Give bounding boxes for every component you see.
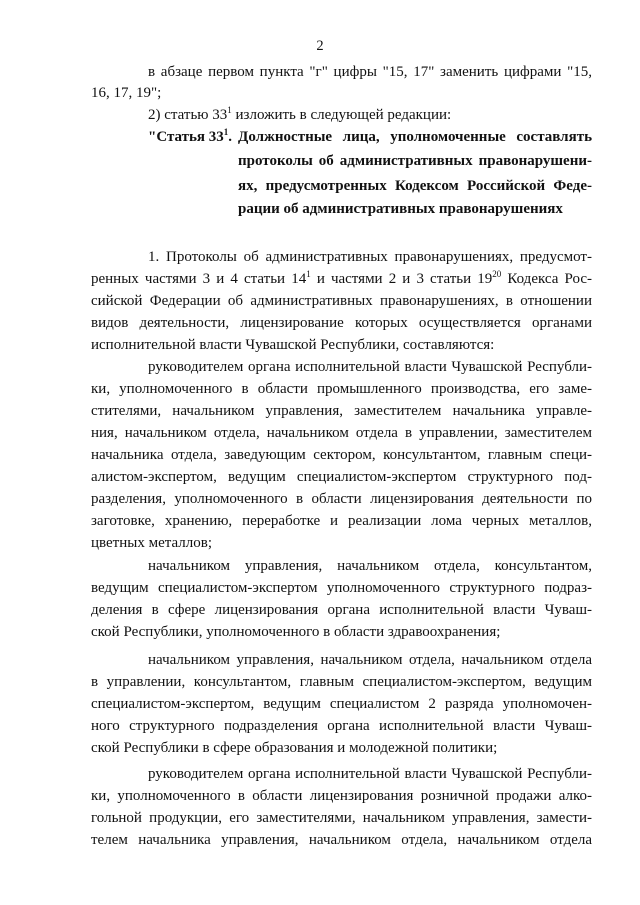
para-b-line-2: ведущим специалистом-экспертом уполномоченного структурного подраз- bbox=[91, 580, 592, 596]
para-a-line-6: алистом-экспертом, ведущим специалистом-экспертом структурного под- bbox=[91, 469, 592, 485]
para-a-line-9: цветных металлов; bbox=[91, 535, 212, 551]
intro-line-3-sup: 1 bbox=[227, 105, 232, 115]
para-a-line-4: ния, начальником отдела, начальником отдела в управлении, заместителем bbox=[91, 425, 592, 441]
page-number: 2 bbox=[316, 38, 324, 54]
para-d-line-2: ки, уполномоченного в области лицензирования розничной продажи алко- bbox=[91, 788, 592, 804]
para-d-line-3: гольной продукции, его заместителями, начальником управления, замести- bbox=[91, 810, 592, 826]
intro-line-3-post: изложить в следующей редакции: bbox=[231, 107, 452, 123]
para-a-line-5: начальника отдела, заведующим сектором, консультантом, главным специ- bbox=[91, 447, 592, 463]
intro-line-2: 16, 17, 19"; bbox=[91, 85, 162, 101]
article-title-line-2: протоколы об административных правонарушени- bbox=[238, 153, 592, 169]
para-a-line-8: заготовке, хранению, переработке и реализации лома черных металлов, bbox=[91, 513, 592, 529]
section1-line-2-sup-1: 1 bbox=[306, 269, 311, 279]
article-label bbox=[148, 128, 232, 146]
section1-line-2-pre: ренных частями 3 и 4 статьи 14 bbox=[91, 271, 307, 287]
para-d-line-1: руководителем органа исполнительной власти Чувашской Республи- bbox=[148, 766, 592, 782]
intro-line-3-pre: 2) статью 33 bbox=[148, 107, 228, 123]
para-b-line-3: деления в сфере лицензирования органа исполнительной власти Чуваш- bbox=[91, 602, 592, 618]
section1-line-5: исполнительной власти Чувашской Республики, составляются: bbox=[91, 337, 495, 353]
para-a-line-3: стителями, начальником управления, заместителем начальника управле- bbox=[91, 403, 592, 419]
para-a-line-7: разделения, уполномоченного в области лицензирования деятельности по bbox=[91, 491, 592, 507]
para-c-line-2: в управлении, консультантом, главным специалистом-экспертом, ведущим bbox=[91, 674, 592, 690]
section1-line-2-sup-2: 20 bbox=[492, 269, 502, 279]
section1-line-4: видов деятельности, лицензирование которых осуществляется органами bbox=[91, 315, 592, 331]
para-b-line-1: начальником управления, начальником отдела, консультантом, bbox=[148, 558, 592, 574]
para-d-line-4: телем начальника управления, начальником отдела, начальником отдела bbox=[91, 832, 592, 848]
section1-line-2 bbox=[91, 270, 592, 288]
article-label-post: . bbox=[228, 129, 233, 145]
section1-line-2-post: Кодекса Рос- bbox=[501, 271, 592, 287]
para-c-line-3: специалистом-экспертом, ведущим специалистом 2 разряда уполномочен- bbox=[91, 696, 592, 712]
section1-line-1: 1. Протоколы об административных правонарушениях, предусмот- bbox=[148, 249, 592, 265]
para-c-line-5: ской Республики в сфере образования и молодежной политики; bbox=[91, 740, 498, 756]
para-b-line-4: ской Республики, уполномоченного в области здравоохранения; bbox=[91, 624, 501, 640]
section1-line-3: сийской Федерации об административных правонарушениях, в отношении bbox=[91, 293, 592, 309]
para-a-line-1: руководителем органа исполнительной власти Чувашской Республи- bbox=[148, 359, 592, 375]
article-title-line-4: рации об административных правонарушениях bbox=[238, 201, 563, 217]
para-c-line-4: ного структурного подразделения органа исполнительной власти Чуваш- bbox=[91, 718, 592, 734]
para-a-line-2: ки, уполномоченного в области промышленного производства, его заме- bbox=[91, 381, 592, 397]
article-title-line-1: Должностные лица, уполномоченные составлять bbox=[238, 129, 592, 145]
intro-line-3 bbox=[148, 106, 451, 124]
article-title-line-3: ях, предусмотренных Кодексом Российской Феде- bbox=[238, 178, 592, 194]
para-c-line-1: начальником управления, начальником отдела, начальником отдела bbox=[148, 652, 592, 668]
article-label-sup: 1 bbox=[223, 127, 229, 137]
section1-line-2-mid: и частями 2 и 3 статьи 19 bbox=[310, 271, 493, 287]
article-label-pre: "Статья 33 bbox=[148, 129, 224, 145]
intro-line-1: в абзаце первом пункта "г" цифры "15, 17" заменить цифрами "15, bbox=[148, 64, 592, 80]
